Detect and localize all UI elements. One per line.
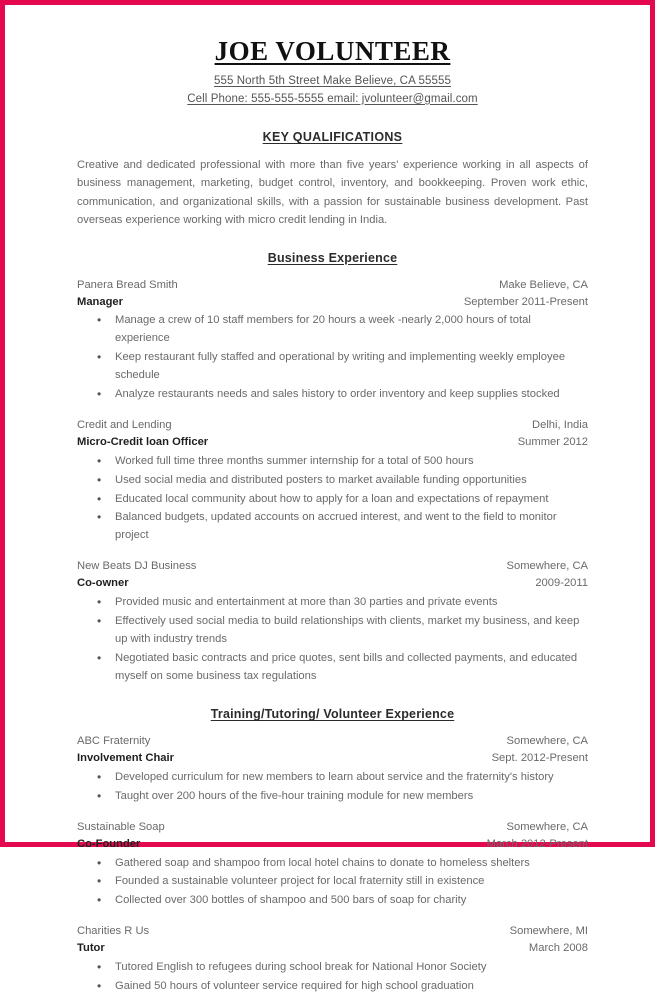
entry-org-row <box>77 819 588 836</box>
entry-bullet: • Provided music and entertainment at more than 30 parties and private events <box>77 594 588 612</box>
contact-line: Cell Phone: 555-555-5555 email: jvolunteer@gmail.com <box>187 92 478 105</box>
entry-location: Delhi, India <box>532 419 588 432</box>
section-heading-volunteer-experience: Training/Tutoring/ Volunteer Experience <box>210 707 455 722</box>
entry-bullet: • Negotiated basic contracts and price quotes, sent bills and collected payments, and educated myself on some business tax regulations <box>77 650 588 686</box>
entry-bullet-list <box>77 312 588 404</box>
entry-organization: New Beats DJ Business <box>77 560 197 573</box>
entry-dates: March 2012-Present <box>486 837 588 850</box>
business-experience-entries <box>77 277 588 686</box>
entry-org-row <box>77 733 588 750</box>
entry-dates: Sept. 2012-Present <box>491 752 588 765</box>
entry-bullet: • Effectively used social media to build relationships with clients, market my business, and keep up with industry trends <box>77 613 588 649</box>
entry-role-row <box>77 750 588 767</box>
entry-organization: Charities R Us <box>77 925 150 938</box>
entry-bullet-list <box>77 453 588 546</box>
entry-role-row <box>77 434 588 451</box>
entry-bullet: • Manage a crew of 10 staff members for 20 hours a week -nearly 2,000 hours of total experience <box>77 312 588 348</box>
experience-entry <box>77 923 588 995</box>
section-heading-business-experience: Business Experience <box>267 250 398 265</box>
entry-location: Somewhere, CA <box>506 560 588 573</box>
entry-location: Make Believe, CA <box>499 278 588 291</box>
entry-organization: Sustainable Soap <box>77 820 165 833</box>
entry-bullet: • Educated local community about how to apply for a loan and expectations of repayment <box>77 491 588 509</box>
entry-bullet: • Analyze restaurants needs and sales history to order inventory and keep supplies stocked <box>77 386 588 404</box>
entry-bullet-list <box>77 769 588 806</box>
resume-sheet <box>5 5 650 992</box>
entry-bullet: • Used social media and distributed posters to market available funding opportunities <box>77 472 588 490</box>
entry-org-row <box>77 277 588 294</box>
volunteer-experience-entries <box>77 733 588 995</box>
entry-bullet: • Tutored English to refugees during school break for National Honor Society <box>77 959 588 977</box>
experience-entry <box>77 277 588 404</box>
entry-org-row <box>77 558 588 575</box>
entry-bullet-list <box>77 594 588 686</box>
entry-dates: March 2008 <box>528 942 588 955</box>
entry-bullet: • Taught over 200 hours of the five-hour training module for new members <box>77 788 588 806</box>
entry-organization: Credit and Lending <box>77 419 172 432</box>
entry-bullet: • Gained 50 hours of volunteer service required for high school graduation <box>77 978 588 996</box>
experience-entry <box>77 558 588 685</box>
entry-dates: 2009-2011 <box>535 577 588 590</box>
entry-organization: ABC Fraternity <box>77 735 151 748</box>
experience-entry <box>77 417 588 545</box>
entry-bullet: • Balanced budgets, updated accounts on accrued interest, and went to the field to monitor project <box>77 509 588 545</box>
entry-role: Manager <box>77 295 124 308</box>
entry-location: Somewhere, CA <box>506 735 588 748</box>
entry-role: Micro-Credit loan Officer <box>77 435 209 448</box>
entry-bullet: • Keep restaurant fully staffed and operational by writing and implementing weekly employee schedule <box>77 349 588 385</box>
key-qualifications-summary: Creative and dedicated professional with more than five years' experience working in all aspects of business management, marketing, budget control, inventory, and bookkeeping. Proven work ethic, communication, and organizational skills, with a passion for sustainable business development. Past overseas experience working with micro credit lending in India. <box>77 159 588 226</box>
entry-bullet-list <box>77 855 588 911</box>
entry-role-row <box>77 940 588 957</box>
entry-role: Co-Founder <box>77 837 141 850</box>
entry-bullet: • Collected over 300 bottles of shampoo and 500 bars of soap for charity <box>77 892 588 910</box>
experience-entry <box>77 733 588 805</box>
entry-bullet: • Founded a sustainable volunteer project for local fraternity still in existence <box>77 873 588 891</box>
entry-organization: Panera Bread Smith <box>77 278 178 291</box>
entry-bullet-list <box>77 959 588 996</box>
entry-bullet: • Developed curriculum for new members to learn about service and the fraternity's history <box>77 769 588 787</box>
entry-bullet: • Gathered soap and shampoo from local hotel chains to donate to homeless shelters <box>77 855 588 873</box>
entry-role-row <box>77 294 588 311</box>
entry-role: Tutor <box>77 942 105 955</box>
address-line: 555 North 5th Street Make Believe, CA 55555 <box>214 74 451 87</box>
experience-entry <box>77 819 588 910</box>
entry-bullet: • Worked full time three months summer internship for a total of 500 hours <box>77 453 588 471</box>
section-heading-key-qualifications: KEY QUALIFICATIONS <box>262 130 403 145</box>
entry-role-row <box>77 836 588 853</box>
entry-role-row <box>77 575 588 592</box>
entry-org-row <box>77 923 588 940</box>
entry-dates: September 2011-Present <box>463 295 588 308</box>
entry-location: Somewhere, CA <box>506 820 588 833</box>
entry-role: Co-owner <box>77 577 129 590</box>
applicant-name: JOE VOLUNTEER <box>214 36 451 66</box>
entry-location: Somewhere, MI <box>509 925 588 938</box>
entry-role: Involvement Chair <box>77 752 174 765</box>
entry-dates: Summer 2012 <box>517 435 588 448</box>
entry-org-row <box>77 417 588 434</box>
